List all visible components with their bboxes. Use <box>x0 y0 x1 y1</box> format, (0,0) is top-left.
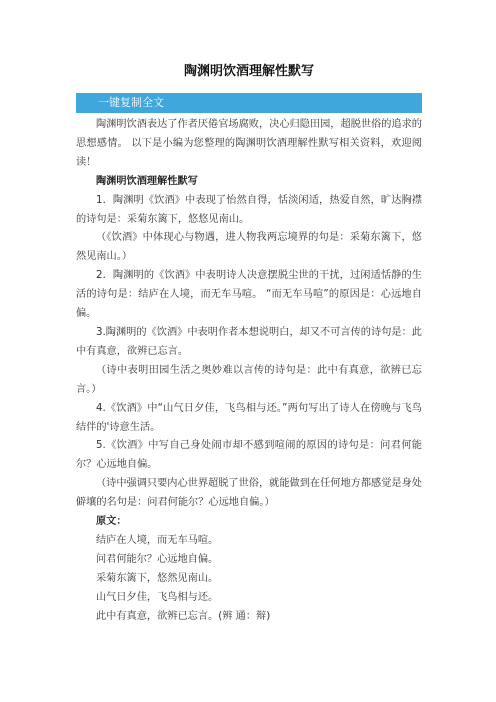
article-body <box>76 116 422 626</box>
question-3: 3.陶渊明的《饮酒》中表明作者本想说明白，却又不可言传的诗句是：此中有真意，欲辨已忘言。 <box>76 326 422 357</box>
poem-line-2: 问君何能尔？心远地自偏。 <box>96 553 219 565</box>
question-5: 5.《饮酒》中写自己身处闹市却不感到喧闹的原因的诗句是：问君何能尔？心远地自偏。 <box>76 440 422 471</box>
question-1: 1．陶渊明《饮酒》中表现了怡然自得，恬淡闲适，热爱自然，旷达胸襟的诗句是：采菊东篱下，悠悠见南山。 <box>76 194 422 225</box>
original-text-heading: 原文： <box>96 516 127 528</box>
question-1-note: （《饮酒》中体现心与物遇，进人物我两忘境界的句是：采菊东篱下，悠然见南山。） <box>76 232 422 263</box>
page-title: 陶渊明饮酒理解性默写 <box>183 64 314 79</box>
question-3-note: （诗中表明田园生活之奥妙难以言传的诗句是：此中有真意，欲辨已忘言。） <box>76 364 422 395</box>
section-heading: 陶渊明饮酒理解性默写 <box>96 175 198 187</box>
copy-all-button[interactable]: 一键复制全文 <box>76 93 422 113</box>
question-4: 4.《饮酒》中“山气日夕佳，飞鸟相与还。”两句写出了诗人在傍晚与飞鸟结伴的'诗意生活。 <box>76 402 422 433</box>
intro-paragraph: 陶渊明饮酒表达了作者厌倦官场腐败，决心归隐田园，超脱世俗的追求的思想感情。 以下是小编为您整理的陶渊明饮酒理解性默写相关资料，欢迎阅读！ <box>76 119 422 168</box>
question-2: 2．陶渊明的《饮酒》中表明诗人决意摆脱尘世的干扰，过闲适恬静的生活的诗句是：结庐在人境，而无车马喧。 “而无车马喧”的原因是：心远地自偏。 <box>76 270 422 320</box>
poem-line-1: 结庐在人境，而无车马喧。 <box>96 534 219 546</box>
poem-line-4: 山气日夕佳，飞鸟相与还。 <box>96 591 219 603</box>
poem-line-5: 此中有真意，欲辨已忘言。(辨 通：辩) <box>96 610 271 622</box>
poem-line-3: 采菊东篱下，悠然见南山。 <box>96 572 219 584</box>
question-5-note: （诗中强调只要内心世界超脱了世俗，就能做到在任何地方都感觉是身处僻壤的名句是：问君何能尔？心远地自偏。） <box>76 478 422 509</box>
